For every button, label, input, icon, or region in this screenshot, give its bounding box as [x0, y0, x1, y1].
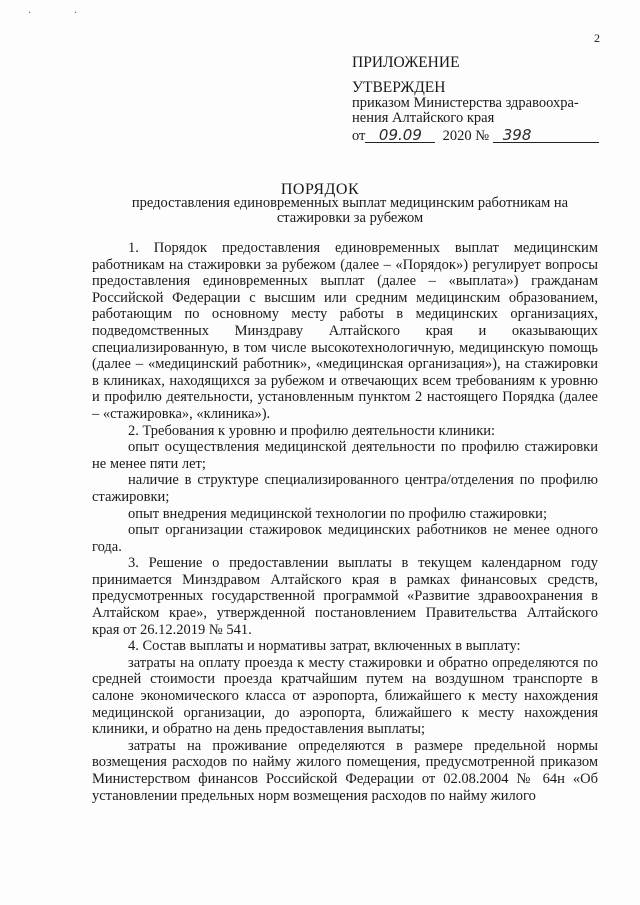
- year-number-label: 2020 №: [442, 128, 490, 144]
- paragraph-2: 2. Требования к уровню и профилю деятельности клиники:: [128, 422, 496, 439]
- order-line-2: нения Алтайского края: [352, 110, 495, 126]
- document-title: ПОРЯДОК: [280, 181, 360, 198]
- from-label: от: [352, 128, 366, 144]
- handwritten-date: 09.09: [365, 128, 435, 143]
- paragraph-2-item-3: опыт внедрения медицинской технологии по профилю стажировки;: [128, 505, 547, 522]
- paragraph-2-item-1: опыт осуществления медицинской деятельности по профилю стажировки не менее пяти лет;: [92, 439, 598, 472]
- appendix-heading: ПРИЛОЖЕНИЕ: [352, 54, 460, 71]
- approved-heading: УТВЕРЖДЕН: [352, 79, 446, 96]
- paragraph-4-item-2: затраты на проживание определяются в размере предельной нормы возмещения расходов по найму жилого помещения, предусмотренной приказом Министерством финансов Российской Федерации от 02.08.2004 № 64н «Об установлении предельных норм возмещения расходов по найму жилого: [92, 737, 598, 804]
- scan-marks: · ·: [28, 8, 98, 19]
- order-date-line: [352, 128, 612, 144]
- paragraph-4-item-1: затраты на оплату проезда к месту стажировки и обратно определяются по средней стоимости проезда кратчайшим путем на воздушном транспорте в салоне экономического класса от аэропорта, ближайшего к месту нахождения медицинской организации, до аэропорта, ближайшего к месту нахождения клиники, и обратно на день предоставления выплаты;: [92, 654, 598, 738]
- paragraph-2-item-2: наличие в структуре специализированного центра/отделения по профилю стажировки;: [92, 472, 598, 505]
- paragraph-3: 3. Решение о предоставлении выплаты в текущем календарном году принимается Минздравом Алтайского края в рамках финансовых средств, предусмотренных государственной программой «Развитие здравоохранения в Алтайском крае», утвержденной постановлением Правительства Алтайского края от 26.12.2019 № 541.: [92, 555, 598, 638]
- approval-block: [352, 55, 612, 144]
- paragraph-1: 1. Порядок предоставления единовременных выплат медицинским работникам на стажировки за рубежом (далее – «Порядок») регулирует вопросы предоставления единовременных выплат (далее – «выплата») гражданам Российской Федерации с высшим или средним медицинским образованием, работающим по основному месту работы в медицинских организациях, подведомственных Минздраву Алтайского края и оказывающих специализированную, в том числе высокотехнологичную, медицинскую помощь (далее – «медицинский работник», «медицинская организация»), на стажировки в клиниках, находящихся за рубежом и отвечающих всем требованиям к уровню и профилю деятельности, установленным пунктом 2 настоящего Порядка (далее – «стажировка», «клиника»).: [92, 240, 598, 422]
- document-subtitle: предоставления единовременных выплат медицинским работникам на стажировки за рубежом: [131, 195, 569, 226]
- handwritten-order-number: 398: [493, 128, 599, 143]
- document-body: [92, 240, 598, 804]
- paragraph-4: 4. Состав выплаты и нормативы затрат, включенных в выплату:: [128, 638, 521, 655]
- page-number: 2: [594, 31, 600, 45]
- order-line-1: приказом Министерства здравоохра-: [352, 95, 579, 111]
- paragraph-2-item-4: опыт организации стажировок медицинских работников не менее одного года.: [92, 522, 598, 555]
